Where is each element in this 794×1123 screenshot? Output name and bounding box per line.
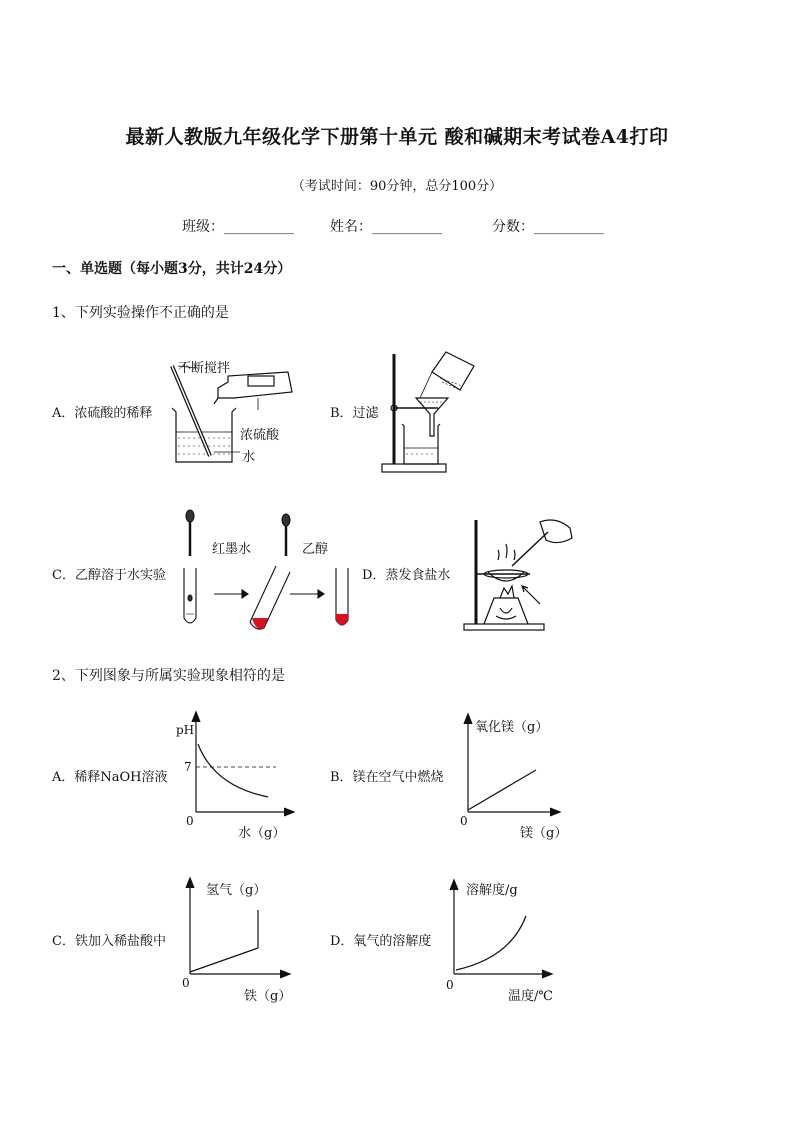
section-heading: 一、单选题（每小题3分，共计24分） — [52, 261, 292, 277]
fig-a-acid-label: 浓硫酸 — [240, 428, 280, 443]
fig-a-water-label: 水 — [242, 450, 256, 465]
score-blank: __________ — [534, 219, 604, 235]
score-label: 分数： — [492, 219, 534, 235]
q2-option-c: C．铁加入稀盐酸中 — [52, 934, 166, 949]
q1-option-d: D．蒸发食盐水 — [362, 568, 451, 583]
graph-b-origin: 0 — [460, 814, 468, 828]
fig-c-ink-label: 红墨水 — [212, 542, 252, 557]
graph-a-origin: 0 — [186, 814, 194, 828]
question-2-stem: 2、下列图象与所属实验现象相符的是 — [52, 668, 285, 684]
q1-option-b: B．过滤 — [330, 406, 379, 421]
graph-b-ylabel: 氧化镁（g） — [475, 720, 549, 735]
q2-option-b: B．镁在空气中燃烧 — [330, 770, 444, 785]
question-1-stem: 1、下列实验操作不正确的是 — [52, 305, 229, 321]
q2-option-a: A．稀释NaOH溶液 — [52, 770, 168, 785]
graph-a-ref-tick: 7 — [184, 760, 192, 774]
q1-option-a: A．浓硫酸的稀释 — [52, 406, 153, 421]
q1-option-c: C．乙醇溶于水实验 — [52, 568, 166, 583]
graph-a-ylabel: pH — [176, 723, 195, 737]
fig-c-ethanol-label: 乙醇 — [302, 542, 329, 557]
exam-info: （考试时间：90分钟，总分100分） — [291, 179, 503, 194]
graph-a-xlabel: 水（g） — [238, 826, 286, 841]
name-blank: __________ — [372, 219, 442, 235]
fig-a-stir-label: 不断搅拌 — [178, 361, 231, 376]
graph-c-xlabel: 铁（g） — [244, 989, 292, 1004]
graph-c-ylabel: 氢气（g） — [206, 883, 267, 898]
graph-c-origin: 0 — [182, 976, 190, 990]
class-blank: __________ — [224, 219, 294, 235]
name-label: 姓名： — [330, 219, 372, 235]
graph-d-ylabel: 溶解度/g — [466, 883, 518, 898]
graph-b-xlabel: 镁（g） — [520, 826, 568, 841]
graph-d-xlabel: 温度/℃ — [508, 989, 553, 1004]
class-label: 班级： — [182, 219, 224, 235]
page-title: 最新人教版九年级化学下册第十单元 酸和碱期末考试卷A4打印 — [125, 126, 669, 148]
q2-option-d: D．氧气的溶解度 — [330, 934, 432, 949]
graph-d-origin: 0 — [446, 978, 454, 992]
